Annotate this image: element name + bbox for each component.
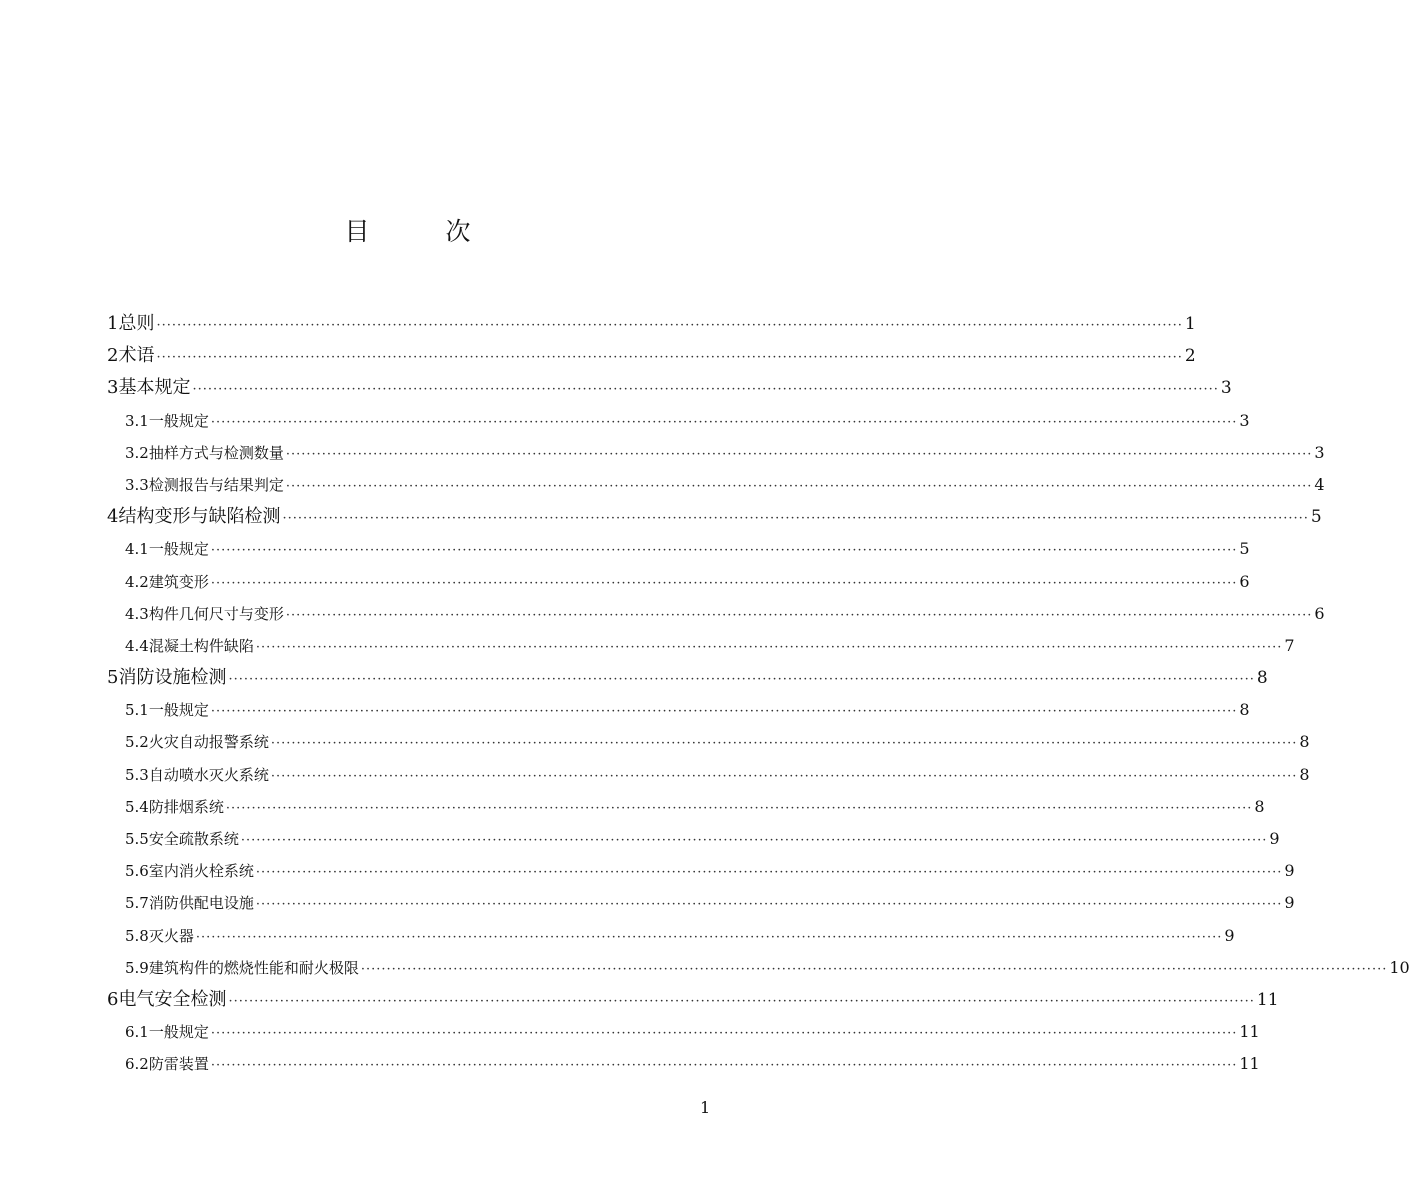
toc-entry-label: 构件几何尺寸与变形 — [148, 604, 284, 623]
dot-leader: ········································································································································································································ — [360, 961, 1388, 977]
toc-entry-number: 6.1 — [125, 1023, 149, 1042]
toc-entry-label: 防排烟系统 — [148, 797, 224, 816]
toc-entry-number: 3.1 — [125, 411, 149, 430]
dot-leader: ········································································································································································································ — [156, 350, 1183, 366]
toc-entry-number: 4.3 — [125, 604, 149, 623]
toc-entry-page: 8 — [1299, 764, 1310, 784]
footer-page-number: 1 — [700, 1098, 711, 1117]
dot-leader: ········································································································································································································ — [228, 672, 1255, 688]
toc-entry[interactable] — [107, 920, 1235, 952]
toc-entry[interactable] — [107, 437, 1325, 469]
dot-leader: ········································································································································································································ — [210, 575, 1238, 591]
toc-entry-label: 自动喷水灭火系统 — [148, 765, 269, 784]
dot-leader: ········································································································································································································ — [255, 639, 1283, 655]
toc-entry-page: 8 — [1299, 732, 1310, 752]
toc-entry[interactable] — [107, 759, 1310, 791]
toc-entry-label: 消防供配电设施 — [148, 894, 254, 913]
toc-entry[interactable] — [107, 372, 1232, 404]
dot-leader: ········································································································································································································ — [228, 993, 1255, 1009]
dot-leader: ········································································································································································································ — [240, 833, 1268, 848]
toc-entry[interactable] — [107, 823, 1280, 855]
dot-leader: ········································································································································································································ — [285, 446, 1313, 462]
toc-entry-label: 室内消火栓系统 — [148, 862, 254, 881]
dot-leader: ········································································································································································································ — [210, 1058, 1238, 1074]
toc-entry-page: 10 — [1389, 957, 1410, 977]
toc-entry[interactable] — [107, 887, 1295, 919]
toc-entry-number: 6 — [107, 988, 119, 1010]
toc-entry[interactable] — [107, 791, 1265, 823]
toc-entry-label: 一般规定 — [148, 540, 209, 559]
toc-entry-number: 5.5 — [125, 830, 149, 848]
toc-entry-number: 5.3 — [125, 765, 149, 784]
toc-entry-page: 7 — [1284, 635, 1295, 655]
dot-leader: ········································································································································································································ — [255, 865, 1283, 881]
toc-entry-page: 9 — [1269, 829, 1280, 848]
toc-entry-label: 建筑构件的燃烧性能和耐火极限 — [148, 958, 359, 977]
toc-entry-page: 8 — [1254, 796, 1265, 816]
dot-leader: ········································································································································································································ — [270, 736, 1298, 752]
table-of-contents — [107, 308, 1410, 1081]
toc-entry-label: 建筑变形 — [148, 572, 209, 591]
toc-entry-number: 3 — [107, 377, 119, 399]
toc-entry-label: 总则 — [118, 313, 155, 334]
toc-entry-page: 8 — [1239, 700, 1250, 720]
toc-entry-number: 3.3 — [125, 475, 149, 494]
toc-entry-page: 5 — [1239, 539, 1250, 559]
toc-entry-number: 3.2 — [125, 443, 149, 462]
toc-entry-number: 4.1 — [125, 540, 149, 559]
toc-entry-number: 5.1 — [125, 701, 149, 720]
toc-entry-page: 9 — [1284, 861, 1295, 881]
toc-entry-page: 6 — [1239, 571, 1250, 591]
toc-entry-label: 安全疏散系统 — [148, 830, 239, 848]
dot-leader: ········································································································································································································ — [156, 318, 1183, 333]
toc-entry[interactable] — [107, 598, 1325, 630]
dot-leader: ········································································································································································································ — [285, 478, 1313, 494]
toc-entry-label: 一般规定 — [148, 1023, 209, 1042]
toc-entry-number: 4 — [107, 506, 119, 528]
toc-entry-label: 消防设施检测 — [118, 667, 227, 689]
toc-entry-page: 11 — [1239, 1054, 1260, 1074]
toc-entry-page: 6 — [1314, 603, 1325, 623]
toc-entry-number: 5.7 — [125, 894, 149, 913]
toc-entry[interactable] — [107, 984, 1279, 1016]
toc-entry-number: 4.4 — [125, 636, 149, 655]
toc-entry-page: 3 — [1220, 378, 1232, 399]
dot-leader: ········································································································································································································ — [210, 1026, 1238, 1042]
toc-entry[interactable] — [107, 855, 1295, 887]
toc-entry[interactable] — [107, 694, 1250, 726]
toc-entry-number: 2 — [107, 345, 119, 367]
toc-entry-label: 灭火器 — [148, 926, 194, 945]
toc-entry[interactable] — [107, 1016, 1260, 1048]
toc-entry-label: 一般规定 — [148, 411, 209, 430]
toc-entry-page: 9 — [1284, 893, 1295, 913]
toc-entry[interactable] — [107, 1048, 1260, 1080]
toc-entry-number: 5 — [107, 667, 119, 689]
dot-leader: ········································································································································································································ — [285, 607, 1313, 623]
dot-leader: ········································································································································································································ — [225, 800, 1253, 816]
dot-leader: ········································································································································································································ — [255, 897, 1283, 913]
dot-leader: ········································································································································································································ — [282, 511, 1309, 527]
page-title: 目 次 — [344, 217, 505, 246]
toc-entry[interactable] — [107, 308, 1196, 340]
dot-leader: ········································································································································································································ — [210, 704, 1238, 720]
toc-entry-label: 抽样方式与检测数量 — [148, 443, 284, 462]
dot-leader: ········································································································································································································ — [270, 768, 1298, 784]
toc-entry-label: 防雷装置 — [148, 1055, 209, 1074]
toc-entry-number: 4.2 — [125, 572, 149, 591]
toc-entry-number: 5.9 — [125, 958, 149, 977]
dot-leader: ········································································································································································································ — [210, 414, 1238, 430]
toc-entry[interactable] — [107, 630, 1295, 662]
toc-entry-page: 1 — [1184, 314, 1196, 334]
toc-entry[interactable] — [107, 662, 1268, 694]
toc-entry-label: 术语 — [118, 345, 155, 367]
toc-entry-number: 5.4 — [125, 797, 149, 816]
toc-entry[interactable] — [107, 726, 1310, 758]
toc-entry-label: 混凝土构件缺陷 — [148, 636, 254, 655]
toc-entry-number: 5.8 — [125, 926, 149, 945]
dot-leader: ········································································································································································································ — [210, 543, 1238, 559]
toc-entry-page: 2 — [1184, 346, 1196, 367]
toc-entry[interactable] — [107, 566, 1250, 598]
dot-leader: ········································································································································································································ — [192, 382, 1219, 398]
toc-entry-label: 结构变形与缺陷检测 — [118, 506, 281, 528]
dot-leader: ········································································································································································································ — [195, 929, 1223, 945]
toc-entry-number: 5.2 — [125, 733, 149, 752]
toc-entry-number: 1 — [107, 313, 119, 334]
toc-entry[interactable] — [107, 533, 1250, 565]
toc-entry-page: 3 — [1314, 442, 1325, 462]
toc-entry-label: 基本规定 — [118, 377, 191, 399]
toc-entry-page: 3 — [1239, 410, 1250, 430]
toc-entry-page: 5 — [1310, 507, 1322, 528]
toc-entry[interactable] — [107, 340, 1196, 372]
toc-entry[interactable] — [107, 501, 1322, 533]
toc-entry-label: 一般规定 — [148, 701, 209, 720]
toc-entry-label: 火灾自动报警系统 — [148, 733, 269, 752]
toc-entry-page: 8 — [1256, 668, 1268, 689]
toc-entry-page: 11 — [1239, 1022, 1260, 1042]
toc-entry-number: 6.2 — [125, 1055, 149, 1074]
toc-entry[interactable] — [107, 405, 1250, 437]
toc-entry-label: 电气安全检测 — [118, 988, 227, 1010]
toc-entry-label: 检测报告与结果判定 — [148, 475, 284, 494]
toc-entry[interactable] — [107, 469, 1325, 501]
toc-entry-page: 9 — [1224, 925, 1235, 945]
toc-entry[interactable] — [107, 952, 1410, 984]
toc-entry-page: 4 — [1314, 474, 1325, 494]
toc-entry-number: 5.6 — [125, 862, 149, 881]
toc-entry-page: 11 — [1256, 989, 1279, 1010]
